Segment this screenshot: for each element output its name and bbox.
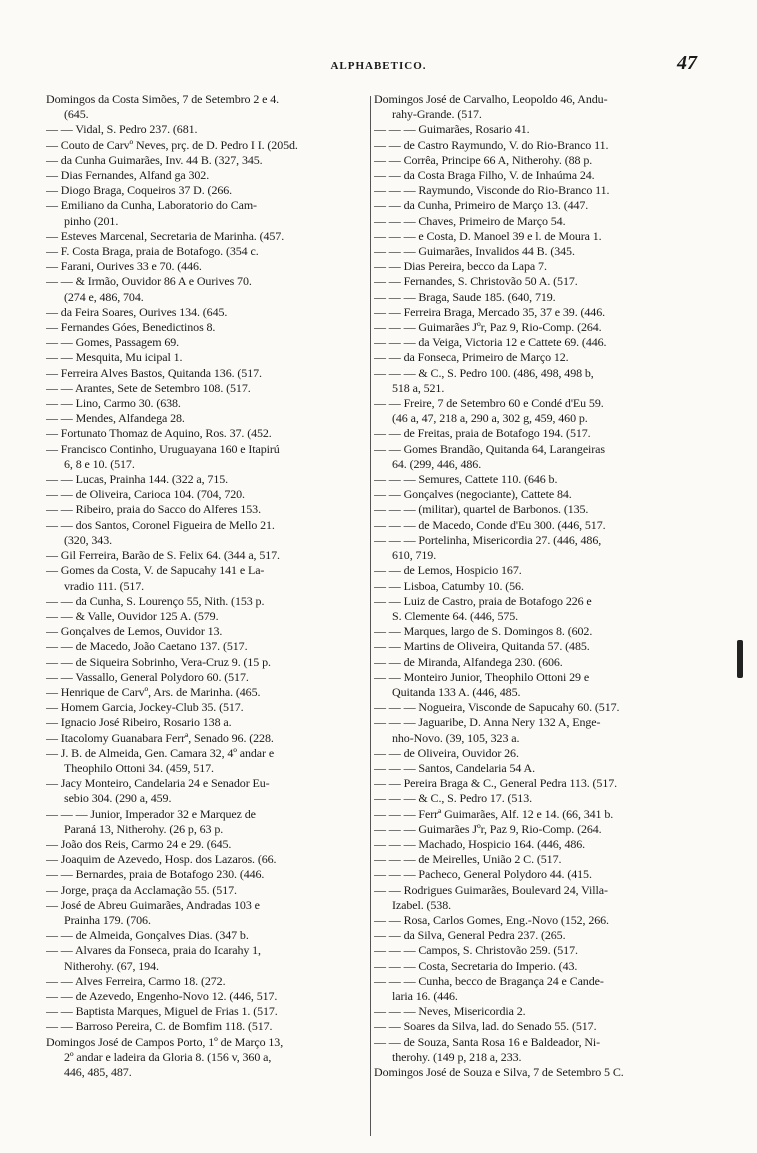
directory-entry-line: — — Rosa, Carlos Gomes, Eng.-Novo (152, 266.: [374, 912, 609, 927]
directory-entry-line: — — de Castro Raymundo, V. do Rio-Branco 11.: [374, 137, 609, 152]
directory-entry-line: — — — Campos, S. Christovão 259. (517.: [374, 943, 578, 958]
directory-entry-line: — — de Siqueira Sobrinho, Vera-Cruz 9. (15 p.: [46, 654, 271, 669]
directory-entry-line: — Ignacio José Ribeiro, Rosario 138 a.: [46, 715, 232, 730]
directory-entry-line: — — Ferreira Braga, Mercado 35, 37 e 39. (446.: [374, 304, 605, 319]
directory-entry-line: S. Clemente 64. (446, 575.: [392, 608, 519, 623]
directory-entry-line: — — — Guimarães, Invalidos 44 B. (345.: [374, 244, 575, 259]
directory-entry-line: sebio 304. (290 a, 459.: [64, 791, 172, 806]
directory-entry-line: — — de Azevedo, Engenho-Novo 12. (446, 517.: [46, 988, 278, 1003]
directory-entry-line: — — Lucas, Prainha 144. (322 a, 715.: [46, 472, 229, 487]
directory-entry-line: — — de Miranda, Alfandega 230. (606.: [374, 654, 563, 669]
directory-entry-line: — — de Almeida, Gonçalves Dias. (347 b.: [46, 928, 249, 943]
directory-entry-line: 2º andar e ladeira da Gloria 8. (156 v, 360 a,: [64, 1049, 272, 1064]
directory-entry-line: — — Marques, largo de S. Domingos 8. (602.: [374, 624, 593, 639]
directory-entry-line: Paraná 13, Nitherohy. (26 p, 63 p.: [64, 821, 224, 836]
directory-entry-line: — — Corrêa, Principe 66 A, Nitherohy. (88 p.: [374, 152, 593, 167]
directory-entry-line: — Dias Fernandes, Alfand ga 302.: [46, 168, 210, 183]
directory-entry-line: — F. Costa Braga, praia de Botafogo. (354 c.: [46, 244, 259, 259]
directory-entry-line: (645.: [64, 107, 89, 122]
directory-entry-line: 6, 8 e 10. (517.: [64, 456, 135, 471]
directory-entry-line: — — Alvares da Fonseca, praia do Icarahy 1,: [46, 943, 261, 958]
directory-entry-line: — — Mendes, Alfandega 28.: [46, 411, 185, 426]
directory-entry-line: — — — Jaguaribe, D. Anna Nery 132 A, Enge-: [374, 715, 601, 730]
directory-entry-line: (274 e, 486, 704.: [64, 289, 144, 304]
directory-entry-line: — — Baptista Marques, Miguel de Frias 1. (517.: [46, 1004, 278, 1019]
directory-entry-line: — — Barroso Pereira, C. de Bomfim 118. (517.: [46, 1019, 273, 1034]
directory-entry-line: — Farani, Ourives 33 e 70. (446.: [46, 259, 202, 274]
directory-entry-line: rahy-Grande. (517.: [392, 107, 482, 122]
directory-entry-line: — — — Portelinha, Misericordia 27. (446, 486,: [374, 532, 602, 547]
directory-entry-line: — Gomes da Costa, V. de Sapucahy 141 e La-: [46, 563, 265, 578]
directory-entry-line: — Esteves Marcenal, Secretaria de Marinha. (457.: [46, 228, 285, 243]
directory-entry-line: — — Lino, Carmo 30. (638.: [46, 396, 181, 411]
directory-entry-line: — — Soares da Silva, lad. do Senado 55. (517.: [374, 1019, 597, 1034]
directory-entry-line: 446, 485, 487.: [64, 1065, 132, 1079]
directory-entry-line: — Jorge, praça da Acclamação 55. (517.: [46, 882, 237, 897]
directory-entry-line: — — Vidal, S. Pedro 237. (681.: [46, 122, 198, 137]
directory-entry-line: — — — Chaves, Primeiro de Março 54.: [374, 213, 566, 228]
directory-entry-line: — — Gomes Brandão, Quitanda 64, Larangeiras: [374, 441, 605, 456]
directory-entry-line: — — — & C., S. Pedro 17. (513.: [374, 791, 533, 806]
directory-entry-line: pinho (201.: [64, 213, 119, 228]
directory-entry-line: Quitanda 133 A. (446, 485.: [392, 684, 521, 699]
directory-entry-line: 610, 719.: [392, 548, 437, 563]
directory-entry-line: — Diogo Braga, Coqueiros 37 D. (266.: [46, 183, 233, 198]
directory-entry-line: — — — Guimarães, Rosario 41.: [374, 122, 530, 137]
directory-entry-line: — da Cunha Guimarães, Inv. 44 B. (327, 345.: [46, 152, 263, 167]
directory-entry-line: — Fortunato Thomaz de Aquino, Ros. 37. (452.: [46, 426, 272, 441]
directory-entry-line: — Couto de Carvº Neves, prç. de D. Pedro I I. (205d.: [46, 137, 298, 152]
directory-entry-line: — — Luiz de Castro, praia de Botafogo 226 e: [374, 593, 592, 608]
directory-entry-line: — José de Abreu Guimarães, Andradas 103 e: [46, 897, 260, 912]
directory-entry-line: — Emiliano da Cunha, Laboratorio do Cam-: [46, 198, 257, 213]
directory-entry-line: Domingos José de Souza e Silva, 7 de Setembro 5 C.: [374, 1065, 624, 1079]
directory-entry-line: Nitherohy. (67, 194.: [64, 958, 159, 973]
directory-entry-line: — — da Silva, General Pedra 237. (265.: [374, 928, 566, 943]
directory-entry-line: — — Martins de Oliveira, Quitanda 57. (485.: [374, 639, 590, 654]
directory-entry-line: vradio 111. (517.: [64, 578, 145, 593]
directory-entry-line: — Fernandes Góes, Benedictinos 8.: [46, 320, 216, 335]
directory-entry-line: — João dos Reis, Carmo 24 e 29. (645.: [46, 836, 232, 851]
directory-entry-line: (46 a, 47, 218 a, 290 a, 302 g, 459, 460 p.: [392, 411, 588, 426]
directory-entry-line: — — Pereira Braga & C., General Pedra 113. (517.: [374, 776, 618, 791]
directory-entry-line: — — — da Veiga, Victoria 12 e Cattete 69. (446.: [374, 335, 607, 350]
directory-entry-line: — — — Cunha, becco de Bragança 24 e Cande-: [374, 973, 604, 988]
directory-entry-line: Domingos da Costa Simões, 7 de Setembro 2 e 4.: [46, 92, 280, 106]
directory-entry-line: — — Mesquita, Mu icipal 1.: [46, 350, 183, 365]
directory-entry-line: — — — Pacheco, General Polydoro 44. (415.: [374, 867, 592, 882]
directory-entry-line: — — — de Macedo, Conde d'Eu 300. (446, 517.: [374, 517, 606, 532]
directory-entry-line: — — Lisboa, Catumby 10. (56.: [374, 578, 524, 593]
directory-entry-line: — — Freire, 7 de Setembro 60 e Condé d'Eu 59.: [374, 396, 604, 411]
directory-entry-line: — — — Santos, Candelaria 54 A.: [374, 760, 535, 775]
page-number: 47: [677, 52, 697, 74]
directory-entry-line: — Gil Ferreira, Barão de S. Felix 64. (344 a, 517.: [46, 548, 280, 563]
directory-entry-line: Theophilo Ottoni 34. (459, 517.: [64, 760, 214, 775]
directory-entry-line: — — de Freitas, praia de Botafogo 194. (517.: [374, 426, 591, 441]
directory-entry-line: — — — Raymundo, Visconde do Rio-Branco 11.: [374, 183, 610, 198]
directory-entry-line: — — de Oliveira, Ouvidor 26.: [374, 745, 519, 760]
directory-entry-line: laria 16. (446.: [392, 988, 458, 1003]
directory-entry-line: — — de Souza, Santa Rosa 16 e Baldeador, Ni-: [374, 1034, 601, 1049]
column-divider: [370, 96, 371, 1136]
directory-entry-line: — — de Macedo, João Caetano 137. (517.: [46, 639, 248, 654]
directory-entry-line: — — Bernardes, praia de Botafogo 230. (446.: [46, 867, 265, 882]
directory-entry-line: — — da Fonseca, Primeiro de Março 12.: [374, 350, 569, 365]
directory-entry-line: — — Arantes, Sete de Setembro 108. (517.: [46, 380, 251, 395]
directory-entry-line: — — Rodrigues Guimarães, Boulevard 24, Villa-: [374, 882, 608, 897]
directory-entry-line: — — — & C., S. Pedro 100. (486, 498, 498 b,: [374, 365, 594, 380]
directory-entry-line: — — — Neves, Misericordia 2.: [374, 1004, 526, 1019]
directory-entry-line: Prainha 179. (706.: [64, 912, 151, 927]
directory-entry-line: — Ferreira Alves Bastos, Quitanda 136. (517.: [46, 365, 262, 380]
directory-entry-line: — — da Costa Braga Filho, V. de Inhaúma 24.: [374, 168, 595, 183]
directory-entry-line: — — de Lemos, Hospicio 167.: [374, 563, 522, 578]
directory-entry-line: — — Fernandes, S. Christovão 50 A. (517.: [374, 274, 578, 289]
directory-entry-line: — Joaquim de Azevedo, Hosp. dos Lazaros. (66.: [46, 852, 277, 867]
directory-entry-line: — — — (militar), quartel de Barbonos. (135.: [374, 502, 589, 517]
directory-entry-line: — — — Costa, Secretaria do Imperio. (43.: [374, 958, 578, 973]
running-title: ALPHABETICO.: [330, 60, 427, 72]
directory-entry-line: nho-Novo. (39, 105, 323 a.: [392, 730, 520, 745]
directory-entry-line: — — — Semures, Cattete 110. (646 b.: [374, 472, 558, 487]
directory-entry-line: — — & Irmão, Ouvidor 86 A e Ourives 70.: [46, 274, 252, 289]
directory-entry-line: — Henrique de Carvº, Ars. de Marinha. (465.: [46, 684, 261, 699]
directory-entry-line: — — — e Costa, D. Manoel 39 e l. de Moura 1.: [374, 228, 602, 243]
margin-ink-mark: [737, 640, 743, 678]
directory-entry-line: — — Ribeiro, praia do Sacco do Alferes 153.: [46, 502, 261, 517]
directory-entry-line: — Francisco Continho, Uruguayana 160 e Itapirú: [46, 441, 280, 456]
directory-entry-line: — — — Nogueira, Visconde de Sapucahy 60. (517.: [374, 700, 620, 715]
directory-entry-line: therohy. (149 p, 218 a, 233.: [392, 1049, 522, 1064]
directory-entry-line: — — — de Meirelles, União 2 C. (517.: [374, 852, 562, 867]
directory-entry-line: — — Gomes, Passagem 69.: [46, 335, 180, 350]
directory-entry-line: — da Feira Soares, Ourives 134. (645.: [46, 304, 228, 319]
directory-entry-line: Izabel. (538.: [392, 897, 452, 912]
directory-entry-line: — — Alves Ferreira, Carmo 18. (272.: [46, 973, 226, 988]
directory-entry-line: — — Gonçalves (negociante), Cattete 84.: [374, 487, 572, 502]
directory-entry-line: — — Dias Pereira, becco da Lapa 7.: [374, 259, 547, 274]
directory-entry-line: — J. B. de Almeida, Gen. Camara 32, 4º andar e: [46, 745, 275, 760]
left-column: [46, 92, 372, 1080]
directory-entry-line: — — — Machado, Hospicio 164. (446, 486.: [374, 836, 586, 851]
directory-entry-line: — — — Guimarães Jºr, Paz 9, Rio-Comp. (264.: [374, 821, 602, 836]
directory-entry-line: — — — Braga, Saude 185. (640, 719.: [374, 289, 556, 304]
directory-entry-line: — — Vassallo, General Polydoro 60. (517.: [46, 669, 249, 684]
right-column: [374, 92, 704, 1080]
directory-entry-line: — Gonçalves de Lemos, Ouvidor 13.: [46, 624, 223, 639]
directory-entry-line: — — & Valle, Ouvidor 125 A. (579.: [46, 608, 219, 623]
directory-entry-line: — Itacolomy Guanabara Ferrª, Senado 96. (228.: [46, 730, 274, 745]
directory-entry-line: — — — Ferrª Guimarães, Alf. 12 e 14. (66, 341 b.: [374, 806, 614, 821]
directory-entry-line: Domingos José de Campos Porto, 1º de Março 13,: [46, 1034, 284, 1049]
directory-entry-line: — — dos Santos, Coronel Figueira de Mello 21.: [46, 517, 275, 532]
directory-entry-line: — Jacy Monteiro, Candelaria 24 e Senador Eu-: [46, 776, 270, 791]
directory-entry-line: 518 a, 521.: [392, 380, 445, 395]
directory-entry-line: — Homem Garcia, Jockey-Club 35. (517.: [46, 700, 244, 715]
directory-entry-line: — — Monteiro Junior, Theophilo Ottoni 29 e: [374, 669, 590, 684]
directory-entry-line: — — — Junior, Imperador 32 e Marquez de: [46, 806, 256, 821]
directory-entry-line: — — — Guimarães Jºr, Paz 9, Rio-Comp. (264.: [374, 320, 602, 335]
directory-entry-line: — — da Cunha, S. Lourenço 55, Nith. (153 p.: [46, 593, 265, 608]
directory-entry-line: — — de Oliveira, Carioca 104. (704, 720.: [46, 487, 245, 502]
directory-entry-line: Domingos José de Carvalho, Leopoldo 46, Andu-: [374, 92, 608, 106]
directory-entry-line: (320, 343.: [64, 532, 112, 547]
directory-entry-line: — — da Cunha, Primeiro de Março 13. (447.: [374, 198, 589, 213]
directory-entry-line: 64. (299, 446, 486.: [392, 456, 482, 471]
page-header: [0, 52, 757, 82]
